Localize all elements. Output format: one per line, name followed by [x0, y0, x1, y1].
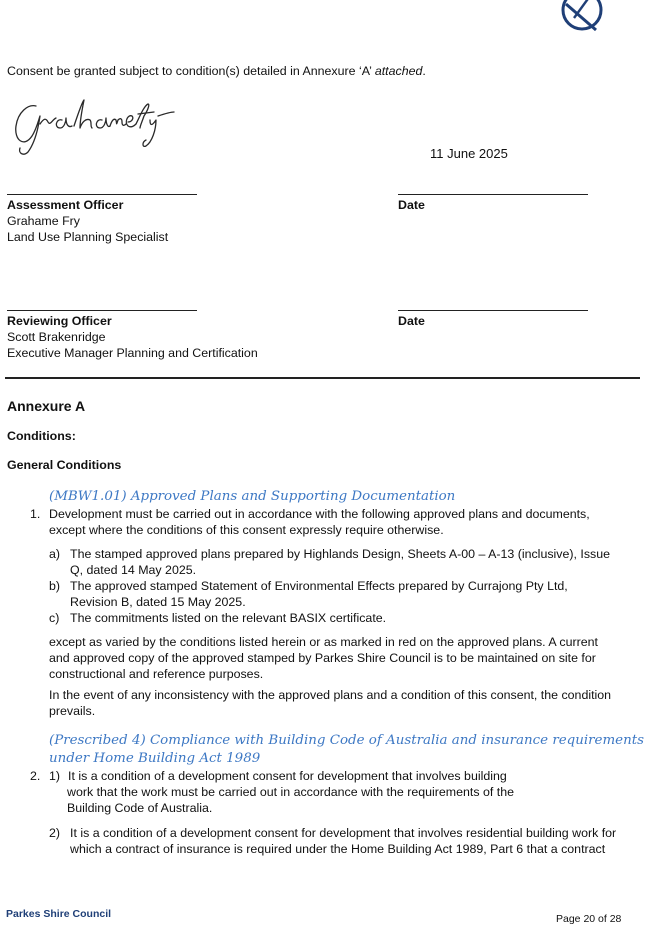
item-marker: 2) — [49, 826, 61, 840]
item-text-line2: Revision B, dated 15 May 2025. — [70, 595, 246, 609]
reviewing-officer-signature-line — [7, 310, 197, 311]
item-text-line1: The stamped approved plans prepared by Highlands Design, Sheets A-00 – A-13 (inclusive), Issue — [70, 547, 610, 561]
item-text-line2: which a contract of insurance is required under the Home Building Act 1989, Part 6 that a contract — [70, 842, 606, 856]
assessment-officer-name: Grahame Fry — [7, 214, 80, 228]
item-text-line2: Q, dated 14 May 2025. — [70, 563, 197, 577]
general-conditions-label: General Conditions — [7, 458, 122, 472]
item-marker: 1) — [49, 769, 61, 783]
condition2-number: 2. — [30, 769, 41, 783]
consent-text: Consent be granted subject to condition(s) detailed in Annexure ‘A’ — [7, 64, 375, 78]
item-text-line1: The approved stamped Statement of Environmental Effects prepared by Currajong Pty Ltd, — [70, 579, 568, 593]
consent-italic-word: attached — [374, 64, 423, 78]
item-text-line1: The commitments listed on the relevant BASIX certificate. — [70, 611, 387, 625]
reviewing-date-signature-line — [398, 310, 588, 311]
reviewing-officer-name: Scott Brakenridge — [7, 330, 106, 344]
condition1-number: 1. — [30, 507, 41, 521]
reviewing-officer-title: Executive Manager Planning and Certification — [7, 346, 258, 360]
condition1-text-line1: Development must be carried out in accordance with the following approved plans and documents, — [49, 507, 590, 521]
footer-org-name: Parkes Shire Council — [6, 908, 112, 920]
assessment-officer-title: Land Use Planning Specialist — [7, 230, 169, 244]
condition1-para2-line1: In the event of any inconsistency with the approved plans and a condition of this consent, the condition — [49, 688, 612, 702]
council-logo-icon — [556, 0, 608, 36]
reviewing-date-label: Date — [398, 314, 425, 328]
footer-page-number: Page 20 of 28 — [556, 913, 622, 925]
section-divider — [5, 377, 640, 379]
signature-graphic — [10, 96, 180, 160]
condition1-para1-line3: constructional and reference purposes. — [49, 667, 264, 681]
assessment-date-value: 11 June 2025 — [430, 146, 508, 161]
item-text-line1: It is a condition of a development consent for development that involves building — [68, 769, 507, 783]
assessment-officer-label: Assessment Officer — [7, 198, 124, 212]
item-text-line3: Building Code of Australia. — [67, 801, 213, 815]
consent-statement — [7, 63, 426, 79]
assessment-officer-signature-line — [7, 194, 197, 195]
item-text-line1: It is a condition of a development consent for development that involves residential building work for — [70, 826, 617, 840]
condition1-para2-line2: prevails. — [49, 704, 96, 718]
condition1-para1-line1: except as varied by the conditions listed herein or as marked in red on the approved plans. A current — [49, 635, 598, 649]
conditions-label: Conditions: — [7, 429, 76, 443]
condition1-text-line2: except where the conditions of this consent expressly require otherwise. — [49, 523, 444, 537]
annexure-title: Annexure A — [7, 398, 86, 414]
condition1-heading: (MBW1.01) Approved Plans and Supporting Documentation — [49, 489, 456, 504]
assessment-date-label: Date — [398, 198, 425, 212]
item-marker: c) — [49, 611, 60, 625]
consent-end: . — [422, 64, 426, 78]
assessment-date-signature-line — [398, 194, 588, 195]
condition2-heading-line2: under Home Building Act 1989 — [49, 751, 261, 766]
item-marker: a) — [49, 547, 61, 561]
reviewing-officer-label: Reviewing Officer — [7, 314, 112, 328]
condition2-heading-line1: (Prescribed 4) Compliance with Building Code of Australia and insurance requirements — [49, 733, 644, 748]
condition1-para1-line2: and approved copy of the approved stamped by Parkes Shire Council is to be maintained on site for — [49, 651, 596, 665]
item-text-line2: work that the work must be carried out in accordance with the requirements of the — [67, 785, 514, 799]
item-marker: b) — [49, 579, 61, 593]
